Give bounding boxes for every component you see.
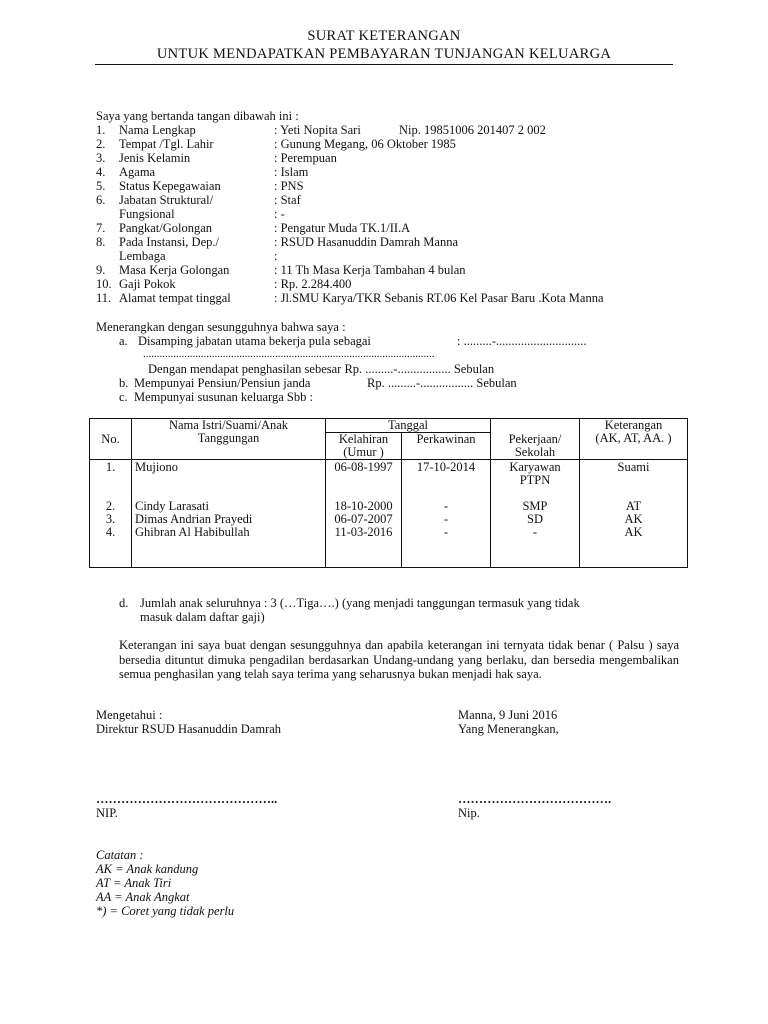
field-label: Jenis Kelamin bbox=[119, 151, 191, 165]
family-table bbox=[89, 418, 688, 568]
declare-b-fill: Rp. .........-................. Sebulan bbox=[367, 376, 517, 390]
declare-heading: Menerangkan dengan sesungguhnya bahwa saya : bbox=[96, 320, 346, 334]
row-occupation: SD bbox=[527, 512, 543, 526]
row-birthdate: 06-08-1997 bbox=[334, 460, 393, 474]
title-underline bbox=[95, 64, 673, 65]
declare-a-fill: : .........-............................. bbox=[457, 334, 587, 348]
field-number: 9. bbox=[96, 263, 106, 277]
sign-right-line: ………………………………. bbox=[458, 792, 612, 806]
field-value: : Gunung Megang, 06 Oktober 1985 bbox=[274, 137, 456, 151]
field-value: : Perempuan bbox=[274, 151, 337, 165]
sign-right-nip: Nip. bbox=[458, 806, 480, 820]
field-value: : 11 Th Masa Kerja Tambahan 4 bulan bbox=[274, 263, 466, 277]
row-birthdate: 06-07-2007 bbox=[334, 512, 393, 526]
field-label: Pada Instansi, Dep./ bbox=[119, 235, 219, 249]
sign-right-title: Yang Menerangkan, bbox=[458, 722, 559, 736]
header-tanggal: Tanggal bbox=[326, 419, 491, 433]
d-label: d. bbox=[119, 596, 129, 610]
field-number: 2. bbox=[96, 137, 106, 151]
row-remark: Suami bbox=[617, 460, 650, 474]
field-label: Nama Lengkap bbox=[119, 123, 196, 137]
row-occupation: - bbox=[532, 525, 538, 539]
field-value: : - bbox=[274, 207, 285, 221]
field-number: 1. bbox=[96, 123, 106, 137]
field-number: 8. bbox=[96, 235, 106, 249]
sign-left-line: …………………………………….. bbox=[96, 792, 278, 806]
header-pekerjaan: Pekerjaan/ Sekolah bbox=[491, 419, 580, 460]
sign-left-title: Direktur RSUD Hasanuddin Damrah bbox=[96, 722, 282, 736]
field-value: : Pengatur Muda TK.1/II.A bbox=[274, 221, 411, 235]
field-label: Alamat tempat tinggal bbox=[119, 291, 231, 305]
field-number: 3. bbox=[96, 151, 106, 165]
table-header-row bbox=[90, 419, 688, 433]
field-label: Jabatan Struktural/ bbox=[119, 193, 214, 207]
field-value: : Islam bbox=[274, 165, 309, 179]
field-value: : Jl.SMU Karya/TKR Sebanis RT.06 Kel Pasar Baru .Kota Manna bbox=[274, 291, 604, 305]
d-line2: masuk dalam daftar gaji) bbox=[140, 610, 265, 624]
field-label: Lembaga bbox=[119, 249, 166, 263]
declare-a-text: Disamping jabatan utama bekerja pula sebagai bbox=[138, 334, 371, 348]
note-item: AK = Anak kandung bbox=[96, 862, 199, 876]
note-item: AA = Anak Angkat bbox=[96, 890, 190, 904]
field-label: Pangkat/Golongan bbox=[119, 221, 213, 235]
table-row bbox=[90, 460, 688, 568]
field-number: 11. bbox=[96, 291, 112, 305]
row-no: 3. bbox=[105, 512, 116, 526]
header-kelahiran: Kelahiran (Umur ) bbox=[326, 433, 402, 460]
field-label: Agama bbox=[119, 165, 156, 179]
row-marriage-date: - bbox=[443, 512, 449, 526]
sign-date: Manna, 9 Juni 2016 bbox=[458, 708, 558, 722]
row-name: Dimas Andrian Prayedi bbox=[135, 512, 253, 526]
field-nip: Nip. 19851006 201407 2 002 bbox=[399, 123, 546, 137]
row-occupation: Karyawan bbox=[509, 460, 561, 474]
header-no: No. bbox=[90, 419, 132, 460]
note-item: *) = Coret yang tidak perlu bbox=[96, 904, 235, 918]
field-number: 5. bbox=[96, 179, 106, 193]
declare-b-text: Mempunyai Pensiun/Pensiun janda bbox=[134, 376, 311, 390]
field-value: : Staf bbox=[274, 193, 301, 207]
row-remark: AK bbox=[624, 525, 643, 539]
field-value: : Yeti Nopita Sari bbox=[274, 123, 361, 137]
row-remark: AT bbox=[625, 499, 642, 513]
declare-a-dots: .......................................................................................................... bbox=[143, 348, 435, 360]
row-marriage-date: - bbox=[443, 499, 449, 513]
field-number: 6. bbox=[96, 193, 106, 207]
row-marriage-date: - bbox=[443, 525, 449, 539]
field-label: Status Kepegawaian bbox=[119, 179, 221, 193]
field-number: 4. bbox=[96, 165, 106, 179]
document-title: SURAT KETERANGAN bbox=[307, 28, 461, 44]
declare-a-label: a. bbox=[119, 334, 128, 348]
intro-text: Saya yang bertanda tangan dibawah ini : bbox=[96, 109, 299, 123]
field-value: : RSUD Hasanuddin Damrah Manna bbox=[274, 235, 458, 249]
row-birthdate: 18-10-2000 bbox=[334, 499, 393, 513]
row-marriage-date: 17-10-2014 bbox=[416, 460, 476, 474]
field-value: : bbox=[274, 249, 278, 263]
row-birthdate: 11-03-2016 bbox=[334, 525, 393, 539]
declare-b-label: b. bbox=[119, 376, 129, 390]
d-line1: Jumlah anak seluruhnya : 3 (…Tiga….) (yang menjadi tanggungan termasuk yang tidak bbox=[140, 596, 580, 610]
field-label: Gaji Pokok bbox=[119, 277, 176, 291]
field-number: 10. bbox=[96, 277, 112, 291]
field-label: Tempat /Tgl. Lahir bbox=[119, 137, 214, 151]
row-no: 4. bbox=[105, 525, 116, 539]
header-perkawinan: Perkawinan bbox=[402, 433, 491, 460]
row-remark: AK bbox=[624, 512, 643, 526]
document-subtitle: UNTUK MENDAPATKAN PEMBAYARAN TUNJANGAN KELUARGA bbox=[156, 46, 612, 62]
declare-c-label: c. bbox=[119, 390, 128, 404]
row-no: 2. bbox=[105, 499, 116, 513]
sign-left-nip: NIP. bbox=[96, 806, 118, 820]
declare-a-income: Dengan mendapat penghasilan sebesar Rp. .........-................. Sebulan bbox=[148, 362, 495, 376]
row-name: Ghibran Al Habibullah bbox=[135, 525, 250, 539]
field-value: : PNS bbox=[274, 179, 304, 193]
header-keterangan: Keterangan (AK, AT, AA. ) bbox=[580, 419, 688, 460]
field-label: Fungsional bbox=[119, 207, 175, 221]
row-no: 1. bbox=[105, 460, 116, 474]
field-number: 7. bbox=[96, 221, 106, 235]
row-occupation: SMP bbox=[522, 499, 548, 513]
field-label: Masa Kerja Golongan bbox=[119, 263, 230, 277]
declare-c-text: Mempunyai susunan keluarga Sbb : bbox=[134, 390, 313, 404]
header-name: Nama Istri/Suami/Anak Tanggungan bbox=[132, 419, 326, 460]
row-name: Mujiono bbox=[135, 460, 179, 474]
note-item: AT = Anak Tiri bbox=[96, 876, 172, 890]
notes-heading: Catatan : bbox=[96, 848, 144, 862]
field-value: : Rp. 2.284.400 bbox=[274, 277, 352, 291]
row-occupation-2: PTPN bbox=[519, 473, 551, 487]
statement-paragraph: Keterangan ini saya buat dengan sesungguhnya dan apabila keterangan ini ternyata tidak benar ( Palsu ) saya bersedia dituntut dimuka pengadilan berdasarkan Undang-undang yang berlaku, dan bersedia mengembalikan semua penghasilan yang telah saya terima yang seharusnya bukan menjadi hak saya. bbox=[119, 638, 679, 681]
row-name: Cindy Larasati bbox=[135, 499, 209, 513]
sign-left-heading: Mengetahui : bbox=[96, 708, 163, 722]
